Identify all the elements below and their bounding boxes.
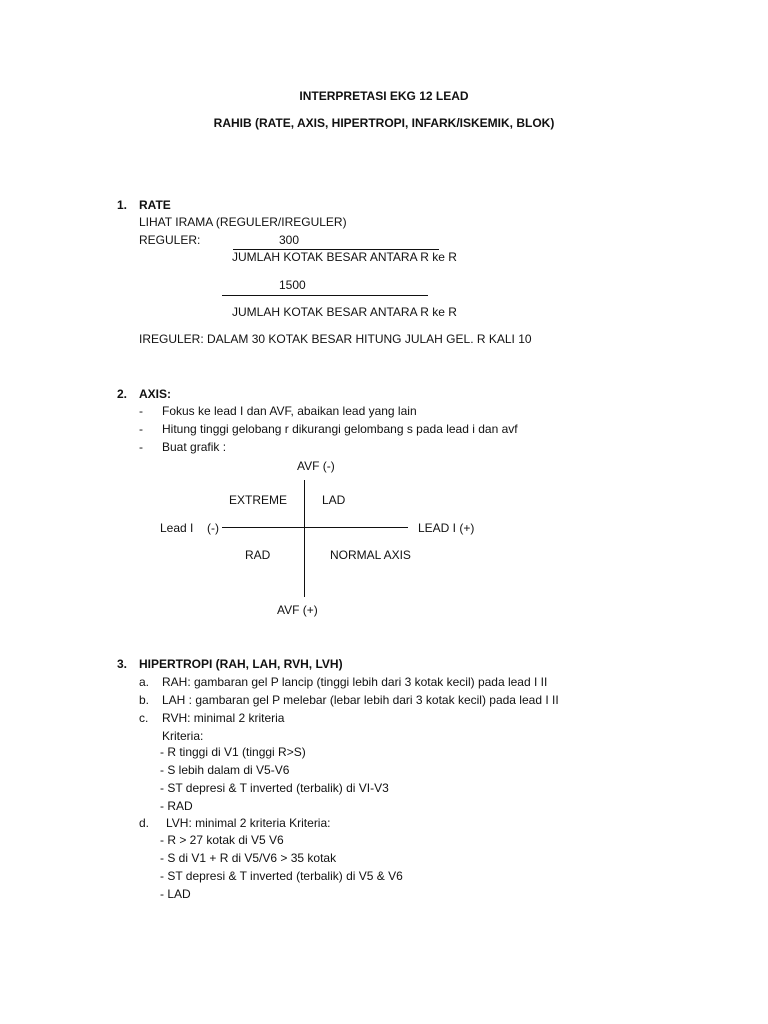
graph-quadrant-normal: NORMAL AXIS: [330, 548, 411, 562]
fraction2-denominator: JUMLAH KOTAK BESAR ANTARA R ke R: [232, 305, 457, 319]
document-subtitle: RAHIB (RATE, AXIS, HIPERTROPI, INFARK/ISKEMIK, BLOK): [213, 116, 555, 130]
axis-item-text: Fokus ke lead I dan AVF, abaikan lead yang lain: [162, 404, 417, 418]
rvh-criterion: - ST depresi & T inverted (terbalik) di VI-V3: [160, 781, 389, 795]
section-number-axis: 2.: [117, 387, 128, 401]
section-number-rate: 1.: [117, 198, 128, 212]
section-heading-hipertropi: HIPERTROPI (RAH, LAH, RVH, LVH): [139, 657, 343, 671]
lvh-criterion: - LAD: [160, 887, 191, 901]
section-heading-axis: AXIS:: [139, 387, 172, 401]
graph-label-lead-i-positive: LEAD I (+): [418, 521, 475, 535]
axis-item-text: Hitung tinggi gelobang r dikurangi gelombang s pada lead i dan avf: [162, 422, 518, 436]
axis-item-dash: -: [139, 422, 143, 436]
graph-label-lead-i-negative: (-): [207, 521, 219, 535]
graph-vertical-axis: [304, 480, 305, 597]
graph-label-lead-i: Lead I: [160, 521, 194, 535]
rate-reguler-label: REGULER:: [139, 233, 201, 247]
lvh-criterion: - S di V1 + R di V5/V6 > 35 kotak: [160, 851, 337, 865]
graph-quadrant-extreme: EXTREME: [229, 493, 288, 507]
rvh-criterion: - R tinggi di V1 (tinggi R>S): [160, 745, 306, 759]
rate-line-irama: LIHAT IRAMA (REGULER/IREGULER): [139, 215, 347, 229]
section-heading-rate: RATE: [139, 198, 171, 212]
graph-quadrant-lad: LAD: [322, 493, 346, 507]
rvh-criterion: - RAD: [160, 799, 193, 813]
hipertropi-label-d: d.: [139, 816, 150, 830]
hipertropi-rvh: RVH: minimal 2 kriteria: [162, 711, 285, 725]
fraction1-numerator: 300: [279, 233, 300, 247]
hipertropi-lah: LAH : gambaran gel P melebar (lebar lebih dari 3 kotak kecil) pada lead I II: [162, 693, 559, 707]
graph-quadrant-rad: RAD: [245, 548, 271, 562]
fraction1-denominator: JUMLAH KOTAK BESAR ANTARA R ke R: [232, 250, 457, 264]
hipertropi-lvh: LVH: minimal 2 kriteria Kriteria:: [166, 816, 331, 830]
graph-horizontal-axis: [222, 527, 408, 528]
rvh-criterion: - S lebih dalam di V5-V6: [160, 763, 290, 777]
section-number-hipertropi: 3.: [117, 657, 128, 671]
hipertropi-label-b: b.: [139, 693, 150, 707]
lvh-criterion: - R > 27 kotak di V5 V6: [160, 833, 284, 847]
axis-item-dash: -: [139, 404, 143, 418]
graph-label-avf-negative: AVF (-): [297, 459, 335, 473]
graph-label-avf-positive: AVF (+): [277, 603, 318, 617]
lvh-criterion: - ST depresi & T inverted (terbalik) di V5 & V6: [160, 869, 403, 883]
fraction2-numerator: 1500: [279, 278, 306, 292]
hipertropi-label-a: a.: [139, 675, 150, 689]
rate-ireguler: IREGULER: DALAM 30 KOTAK BESAR HITUNG JULAH GEL. R KALI 10: [139, 332, 532, 346]
fraction2-bar: [222, 295, 428, 296]
axis-item-text: Buat grafik :: [162, 440, 227, 454]
axis-item-dash: -: [139, 440, 143, 454]
document-title: INTERPRETASI EKG 12 LEAD: [299, 89, 469, 103]
hipertropi-label-c: c.: [139, 711, 149, 725]
rvh-kriteria-heading: Kriteria:: [162, 729, 204, 743]
hipertropi-rah: RAH: gambaran gel P lancip (tinggi lebih dari 3 kotak kecil) pada lead I II: [162, 675, 548, 689]
